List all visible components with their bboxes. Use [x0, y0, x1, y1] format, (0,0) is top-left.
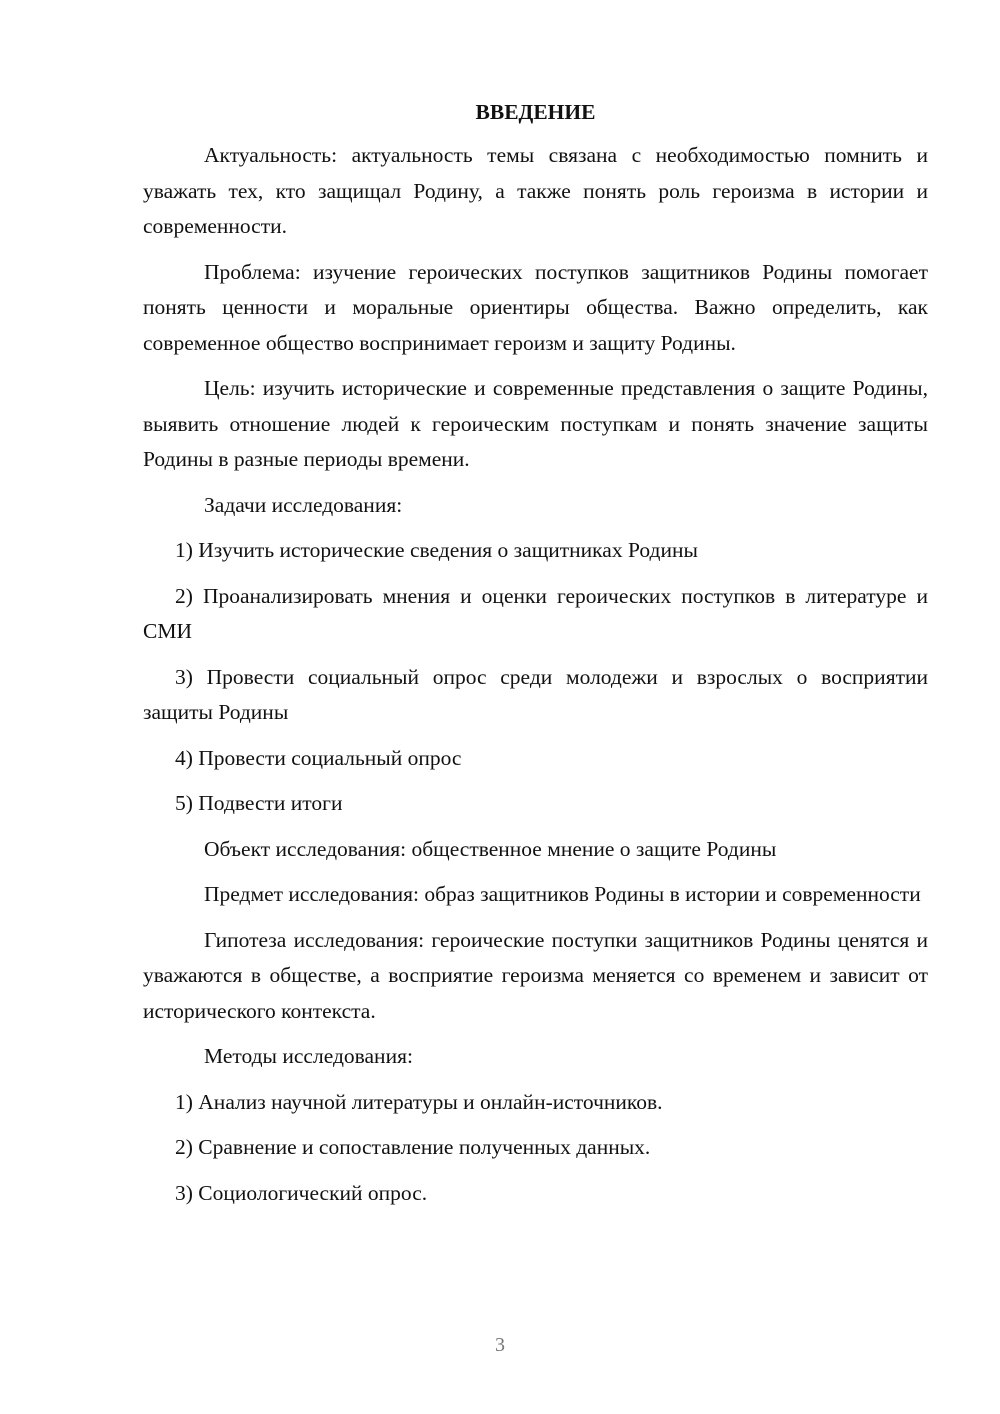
hypothesis-paragraph: Гипотеза исследования: героические поступки защитников Родины ценятся и уважаются в обществе, а восприятие героизма меняется со временем и зависит от исторического контекста. [143, 927, 928, 1023]
task-item: 5) Подвести итоги [175, 791, 343, 815]
method-item: 3) Социологический опрос. [175, 1180, 428, 1205]
relevance-paragraph: Актуальность: актуальность темы связана с необходимостью помнить и уважать тех, кто защищал Родину, а также понять роль героизма в истории и современности. [143, 143, 928, 238]
tasks-heading: Задачи исследования: [204, 492, 403, 517]
object-paragraph: Объект исследования: общественное мнение о защите Родины [204, 836, 777, 861]
goal-paragraph: Цель: изучить исторические и современные представления о защите Родины, выявить отношение людей к героическим поступкам и понять значение защиты Родины в разные периоды времени. [143, 376, 928, 471]
section-title: ВВЕДЕНИЕ [475, 100, 596, 124]
subject-paragraph: Предмет исследования: образ защитников Родины в истории и современности [204, 882, 921, 906]
page-number: 3 [495, 1334, 505, 1356]
task-item: 3) Провести социальный опрос среди молодежи и взрослых о восприятии защиты Родины [143, 664, 928, 724]
problem-paragraph: Проблема: изучение героических поступков защитников Родины помогает понять ценности и моральные ориентиры общества. Важно определить, как современное общество воспринимает героизм и защиту Родины. [143, 259, 928, 355]
task-item: 1) Изучить исторические сведения о защитниках Родины [175, 538, 698, 562]
task-item: 2) Проанализировать мнения и оценки героических поступков в литературе и СМИ [143, 583, 928, 643]
methods-heading: Методы исследования: [204, 1044, 413, 1068]
document-page [143, 96, 928, 1221]
method-item: 2) Сравнение и сопоставление полученных данных. [175, 1135, 651, 1159]
method-item: 1) Анализ научной литературы и онлайн-источников. [175, 1089, 663, 1114]
task-item: 4) Провести социальный опрос [175, 745, 462, 770]
